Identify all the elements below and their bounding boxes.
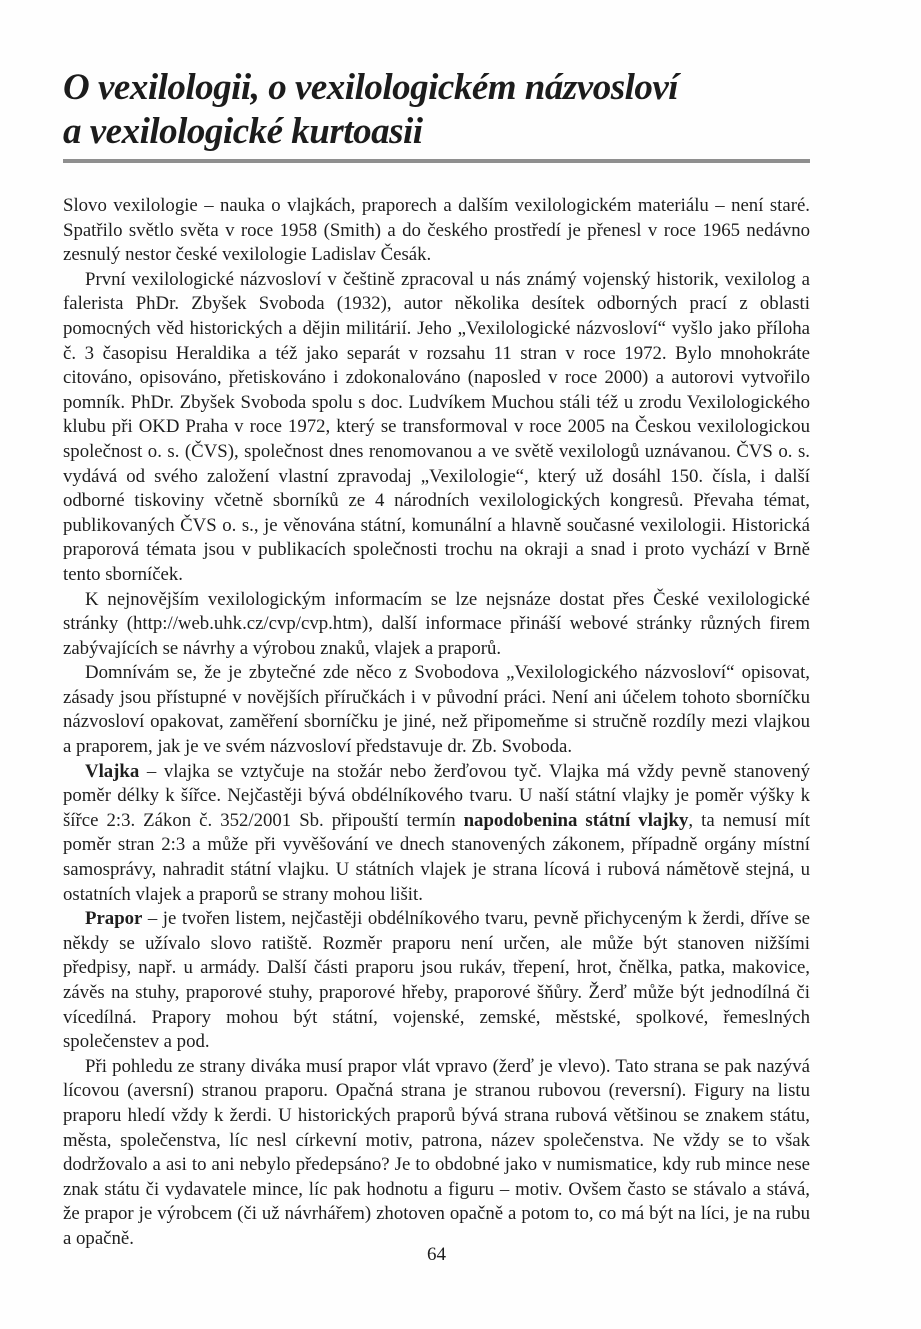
text-run: První vexilologické názvosloví v češtině zpracoval u nás známý vojenský historik, vexilolog a falerista PhDr. Zbyšek Svoboda (1932), autor několika desítek odborných prací z oblasti pomocných věd historických a dějin militárií. Jeho „Vexilologické názvosloví“ vyšlo jako příloha č. 3 časopisu Heraldika a též jako separát v rozsahu 11 stran v roce 1972. Bylo mnohokráte citováno, opisováno, přetiskováno i zdokonalováno (naposled v roce 2000) a autorovi vytvořilo pomník. PhDr. Zbyšek Svoboda spolu s doc. Ludvíkem Muchou stáli též u zrodu Vexilologického klubu při OKD Praha v roce 1972, který se transformoval v roce 2005 na Českou vexilologickou společnost o. s. (ČVS), společnost dnes renomovanou a ve světě vexilologů uznávanou. ČVS o. s. vydává od svého založení vlastní zpravodaj „Vexilologie“, který už dosáhl 150. čísla, i další odborné tiskoviny včetně sborníků ze 4 národních vexilologických kongresů. Převaha témat, publikovaných ČVS o. s., je věnována státní, komunální a hlavně současné vexilologii. Historická praporová témata jsou v publikacích společnosti trochu na okraji a snad i proto vychází v Brně tento sborníček. bbox=[63, 268, 810, 585]
paragraph bbox=[63, 588, 810, 662]
paragraph bbox=[63, 1055, 810, 1252]
bold-term: napodobenina státní vlajky bbox=[463, 809, 689, 831]
text-run: , ta nemusí mít poměr stran 2:3 a může při vyvěšování ve dnech stanovených zákonem, případně orgány místní samosprávy, nahradit státní vlajku. U státních vlajek je strana lícová i rubová námětově stejná, u ostatních vlajek a praporů se strany mohou lišit. bbox=[63, 809, 811, 905]
page-title-line-1: O vexilologii, o vexilologickém názvosloví bbox=[63, 67, 679, 108]
paragraph bbox=[63, 194, 810, 268]
bold-term: Vlajka bbox=[85, 760, 140, 782]
paragraph bbox=[63, 760, 810, 908]
text-run: Domnívám se, že je zbytečné zde něco z Svobodova „Vexilologického názvosloví“ opisovat, zásady jsou přístupné v novějších příručkách i v původní práci. Není ani účelem tohoto sborníčku názvosloví opakovat, zaměření sborníčku je jiné, než připomeňme si stručně rozdíly mezi vlajkou a praporem, jak je ve svém názvosloví představuje dr. Zb. Svoboda. bbox=[63, 662, 810, 758]
article-body bbox=[63, 194, 810, 1252]
text-run: K nejnovějším vexilologickým informacím se lze nejsnáze dostat přes České vexilologické stránky (http://web.uhk.cz/cvp/cvp.htm), další informace přináší webové stránky různých firem zabývajících se návrhy a výrobou znaků, vlajek a praporů. bbox=[63, 588, 810, 659]
paragraph bbox=[63, 268, 810, 588]
page-title bbox=[63, 66, 810, 154]
page-title-line-2: a vexilologické kurtoasii bbox=[63, 111, 423, 152]
text-run: – je tvořen listem, nejčastěji obdélníkového tvaru, pevně přichyceným k žerdi, dříve se někdy se užívalo slovo ratiště. Rozměr praporu není určen, ale může být stanoven nižšími předpisy, např. u armády. Další části praporu jsou rukáv, třepení, hrot, čnělka, patka, makovice, závěs na stuhy, praporové stuhy, praporové hřeby, praporové šňůry. Žerď může být jednodílná či vícedílná. Prapory mohou být státní, vojenské, zemské, městské, spolkové, řemeslných společenstev a pod. bbox=[63, 908, 810, 1053]
title-rule-divider bbox=[63, 159, 810, 163]
page-footer bbox=[63, 1244, 810, 1266]
page-number: 64 bbox=[427, 1244, 446, 1265]
page-content bbox=[63, 66, 810, 1252]
text-run: Při pohledu ze strany diváka musí prapor vlát vpravo (žerď je vlevo). Tato strana se pak nazývá lícovou (aversní) stranou praporu. Opačná strana je stranou rubovou (reversní). Figury na listu praporu hledí vždy k žerdi. U historických praporů bývá strana rubová většinou se znakem státu, města, společenstva, líc nesl církevní motiv, patrona, název společenstva. Ne vždy se to však dodržovalo a asi to ani nebylo předepsáno? Je to obdobné jako v numismatice, kdy rub mince nese znak státu či vydavatele mince, líc pak hodnotu a figuru – motiv. Ovšem často se stávalo a stává, že prapor je výrobcem (či už návrhářem) zhotoven opačně a potom to, co má být na líci, je na rubu a opačně. bbox=[63, 1055, 810, 1249]
text-run: – vlajka se vztyčuje na stožár nebo žerďovou tyč. Vlajka má vždy pevně stanovený poměr délky k šířce. Nejčastěji bývá obdélníkového tvaru. U naší státní vlajky je poměr výšky k šířce 2:3. Zákon č. 352/2001 Sb. připouští termín bbox=[63, 760, 810, 831]
bold-term: Prapor bbox=[85, 908, 143, 930]
text-run: Slovo vexilologie – nauka o vlajkách, praporech a dalším vexilologickém materiálu – není staré. Spatřilo světlo světa v roce 1958 (Smith) a do českého prostředí je přenesl v roce 1965 nedávno zesnulý nestor české vexilologie Ladislav Česák. bbox=[63, 195, 810, 266]
paragraph bbox=[63, 907, 810, 1055]
paragraph bbox=[63, 661, 810, 759]
